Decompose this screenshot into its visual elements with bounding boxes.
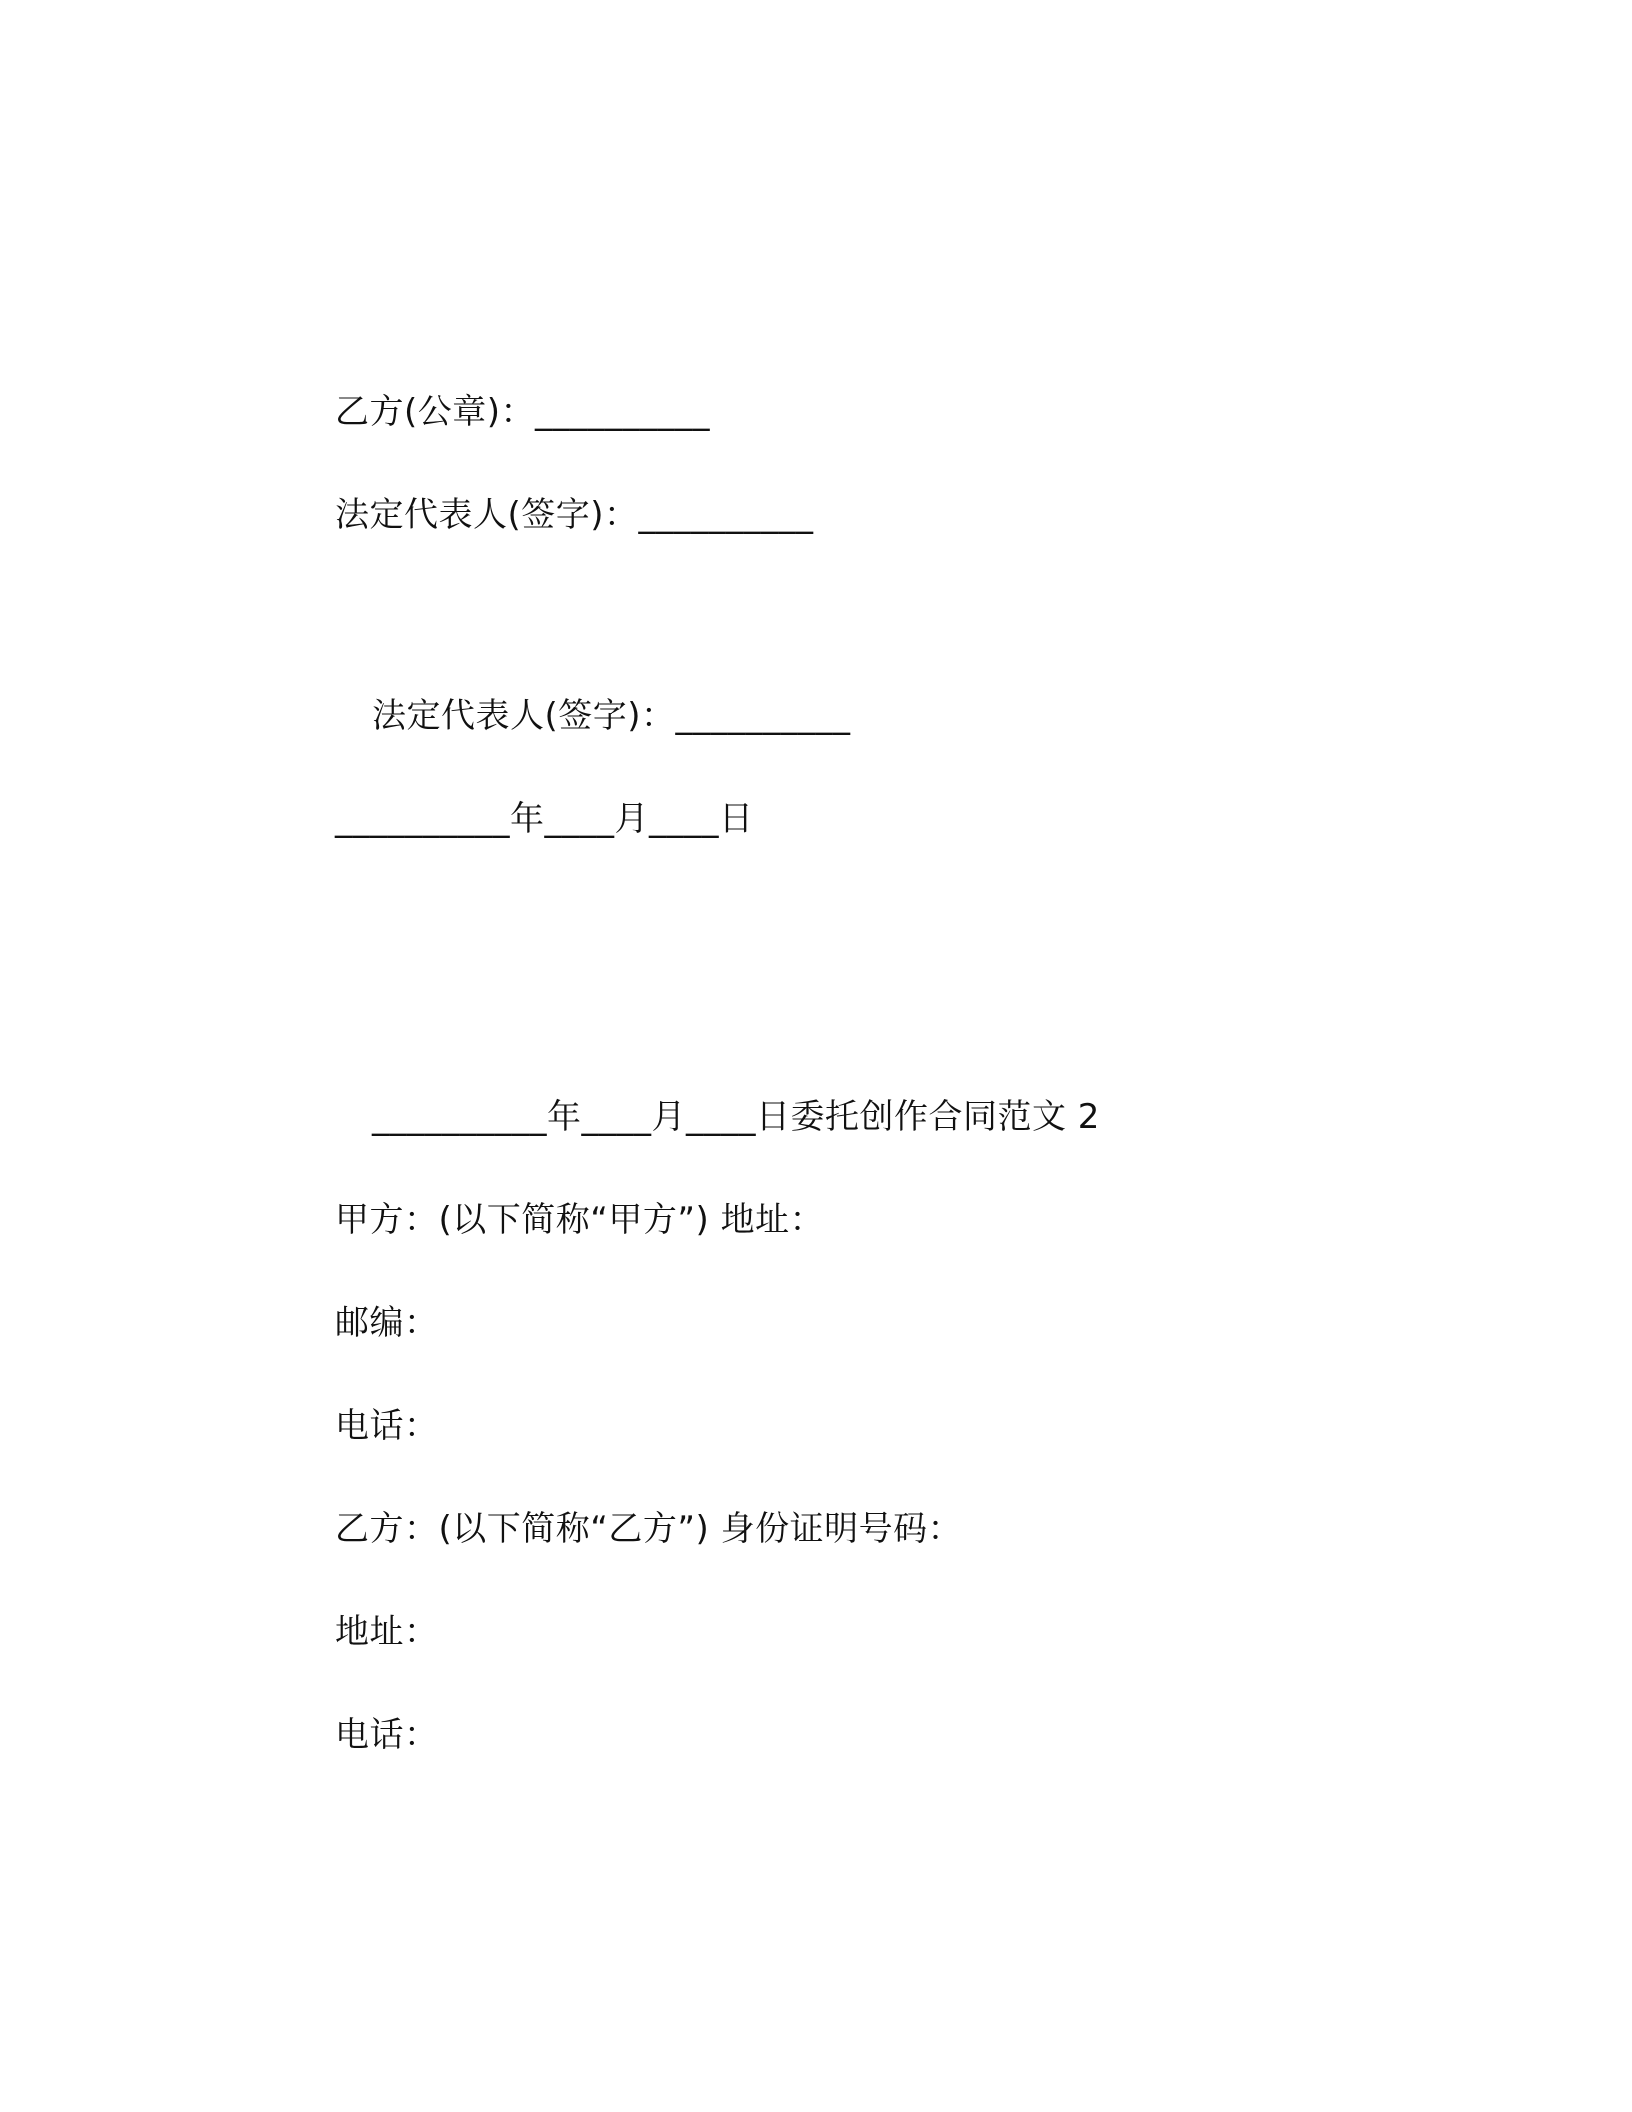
- party-a-address-line: 甲方：(以下简称“甲方”) 地址：: [335, 1200, 825, 1240]
- phone-line: 电话：: [335, 1406, 439, 1446]
- contract-title-line: __________年____月____日委托创作合同范文 2: [372, 1097, 1100, 1137]
- postal-code-line: 邮编：: [335, 1303, 439, 1343]
- party-b-id-line: 乙方：(以下简称“乙方”) 身份证明号码：: [335, 1509, 963, 1549]
- legal-representative-signature-line: 法定代表人(签字)：__________: [335, 495, 814, 535]
- date-line: __________年____月____日: [335, 799, 754, 839]
- phone-line-2: 电话：: [335, 1715, 439, 1755]
- address-line: 地址：: [335, 1612, 439, 1652]
- legal-representative-signature-line-2: 法定代表人(签字)：__________: [372, 696, 851, 736]
- party-b-seal-line: 乙方(公章)：__________: [335, 392, 711, 432]
